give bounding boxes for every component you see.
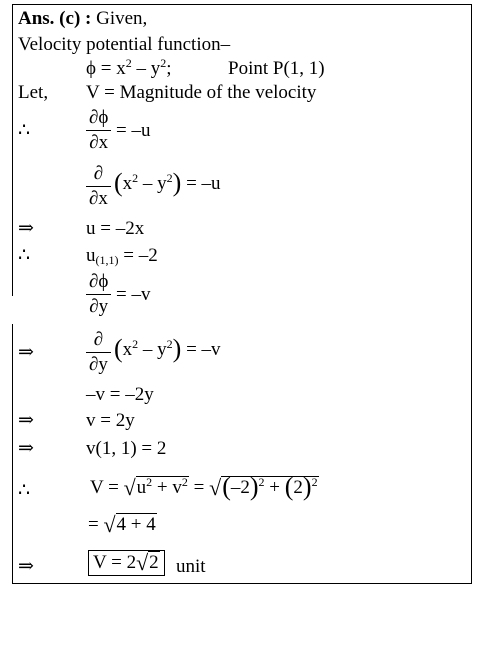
velocity-potential-heading: Velocity potential function– — [18, 34, 231, 55]
fraction-denominator: ∂x — [86, 186, 111, 211]
answer-label: Ans. (c) : — [18, 8, 92, 29]
given-label: Given, — [96, 8, 148, 29]
equation-rhs: = –v — [116, 284, 151, 305]
dphi-dy-fraction — [86, 270, 111, 319]
equals-sign: = — [193, 477, 205, 498]
answer-header — [18, 8, 147, 30]
fraction-denominator: ∂y — [86, 352, 111, 377]
implies-symbol: ⇒ — [18, 438, 34, 459]
fraction-numerator: ∂ — [93, 329, 104, 350]
v-equation-neg: –v = –2y — [86, 384, 154, 405]
fraction-denominator: ∂y — [86, 294, 111, 319]
radicand: 4 + 4 — [116, 514, 156, 535]
u-equation: u = –2x — [86, 218, 145, 239]
radical-u-v: $√u^2 + v^2$ — [123, 475, 188, 500]
final-answer-lhs: V = 2 — [93, 552, 137, 573]
u-value: = –2 — [118, 245, 158, 266]
fraction-denominator: ∂x — [86, 130, 111, 155]
u-symbol: u — [86, 245, 96, 266]
point-label: Point P(1, 1) — [228, 58, 325, 79]
dphi-dx-fraction — [86, 106, 111, 155]
v-equation: v = 2y — [86, 410, 135, 431]
v-definition: V = Magnitude of the velocity — [86, 82, 317, 103]
final-answer-box: V = 2√2 — [88, 550, 165, 576]
equation-rhs: = –u — [116, 120, 151, 141]
implies-symbol: ⇒ — [18, 556, 34, 577]
derivative-expression: $(x^2 - y^2) = -u$ — [114, 168, 221, 197]
therefore-symbol: ∴ — [18, 120, 31, 141]
implies-symbol: ⇒ — [18, 410, 34, 431]
magnitude-lhs: V = — [90, 477, 119, 498]
radical-values: $√(-2)^2 + (2)^2$ — [209, 472, 318, 501]
u-at-point — [86, 245, 158, 267]
frame-gap — [11, 296, 14, 324]
implies-symbol: ⇒ — [18, 218, 34, 239]
therefore-symbol: ∴ — [18, 480, 31, 501]
let-label: Let, — [18, 82, 49, 103]
fraction-numerator: ∂ϕ — [89, 271, 109, 292]
derivative-expression: $(x^2 - y^2) = -v$ — [114, 334, 221, 363]
d-dy-fraction — [86, 328, 111, 377]
final-radicand: 2 — [149, 552, 159, 573]
v-at-point: v(1, 1) = 2 — [86, 438, 167, 459]
magnitude-equation — [90, 472, 319, 501]
implies-symbol: ⇒ — [18, 342, 34, 363]
fraction-numerator: ∂ — [93, 163, 104, 184]
unit-label: unit — [176, 556, 206, 577]
therefore-symbol: ∴ — [18, 245, 31, 266]
phi-definition: $\phi = x^2 - y^2$; — [86, 56, 172, 79]
fraction-numerator: ∂ϕ — [89, 107, 109, 128]
equals-sign: = — [88, 514, 99, 535]
sqrt-sum — [88, 514, 157, 536]
u-subscript: (1,1) — [95, 253, 119, 267]
radical-four-four: √4 + 4 — [103, 512, 156, 537]
d-dx-fraction — [86, 162, 111, 211]
